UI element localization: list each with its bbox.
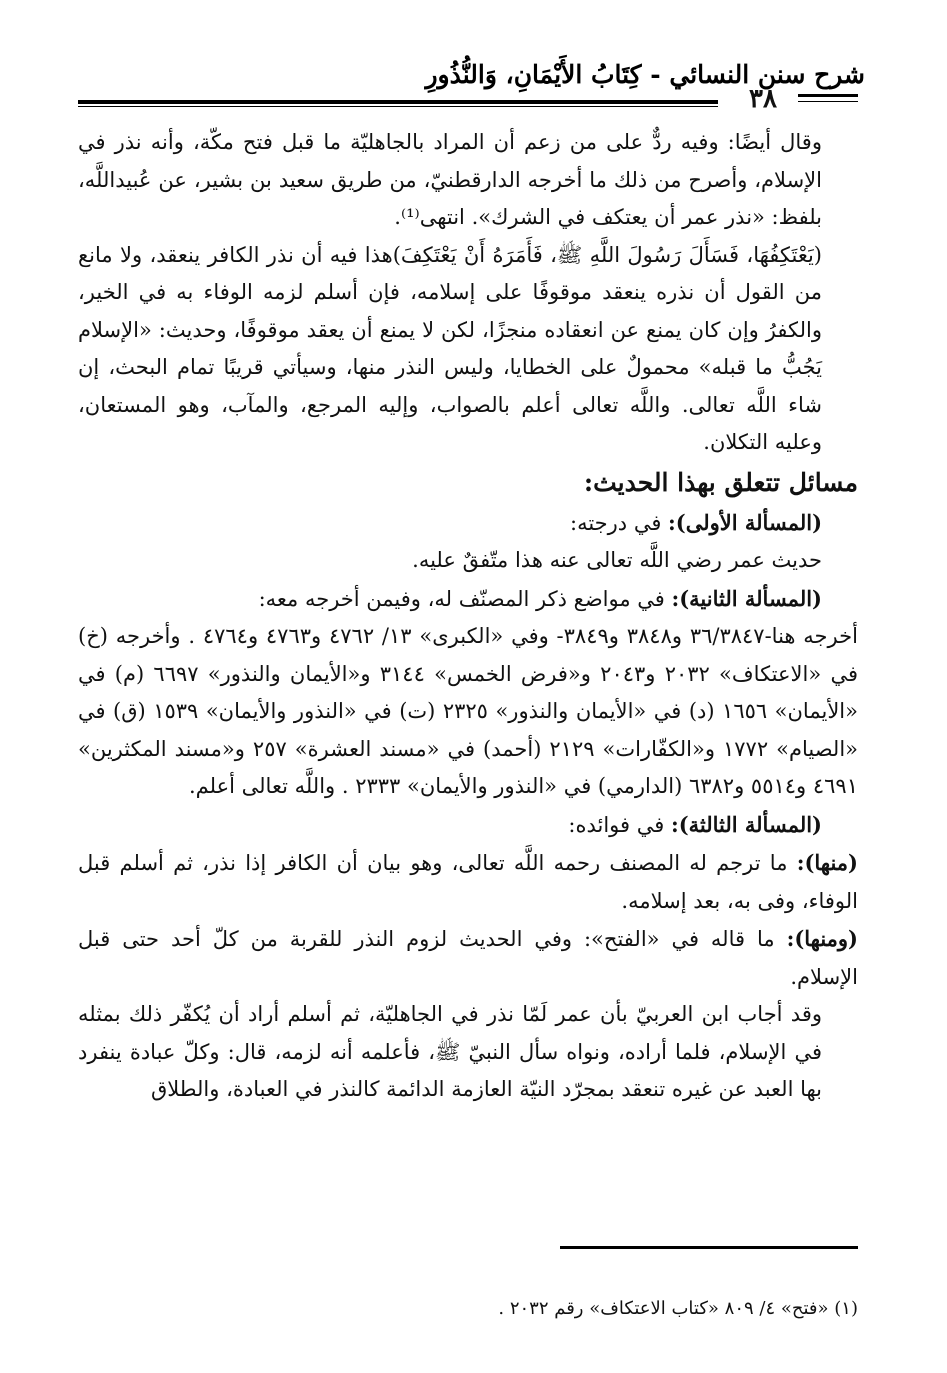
issue-heading: في مواضع ذكر المصنّف له، وفيمن أخرجه معه: <box>258 586 672 611</box>
section-heading: مسائل تتعلق بهذا الحديث: <box>583 467 858 497</box>
page-number: ٣٨ <box>749 84 777 114</box>
issue-label: (المسألة الأولى): <box>668 509 822 535</box>
benefit-text: ما ترجم له المصنف رحمه اللَّه تعالى، وهو بيان أن الكافر إذا نذر، ثم أسلم قبل الوفاء، وفى به، بعد إسلامه. <box>78 851 858 913</box>
benefit-label: (منها): <box>796 850 858 875</box>
header-rule <box>78 100 718 104</box>
issue-label: (المسألة الثالثة): <box>670 811 822 837</box>
issue-heading-line <box>78 504 858 543</box>
issue-text: حديث عمر رضي اللَّه تعالى عنه هذا متّفقٌ عليه. <box>412 548 822 572</box>
issue-heading-line <box>78 806 858 845</box>
issue-heading-line <box>78 580 858 619</box>
benefit-item <box>78 920 858 996</box>
closing-paragraph: وقد أجاب ابن العربيّ بأن عمر لَمّا نذر في الجاهليّة، ثم أسلم أراد أن يُكفّر ذلك بمثله في الإسلام، فلما أراده، ونواه سأل النبيّ ﷺ، فأعلمه أنه لزمه، قال: وكلّ عبادة ينفرد بها العبد عن غيره تنعقد بمجرّد النيّة العازمة الدائمة كالنذر في العبادة، والطلاق <box>78 1002 822 1101</box>
benefit-text: ما قاله في «الفتح»: وفي الحديث لزوم النذر للقربة من كلّ أحد حتى قبل الإسلام. <box>78 927 858 989</box>
page-number-rule-thin <box>798 101 858 102</box>
main-text <box>78 124 858 1109</box>
benefit-item <box>78 844 858 920</box>
header-rule-thin <box>78 106 718 107</box>
running-title: شرح سنن النسائي - كِتَابُ الأَيْمَانِ، وَالنُّذُورِ <box>425 60 865 89</box>
paragraph: وقال أيضًا: وفيه ردٌّ على من زعم أن المراد بالجاهليّة ما قبل فتح مكّة، وأنه نذر في الإسلام، وأصرح من ذلك ما أخرجه الدارقطنيّ، من طريق سعيد بن بشير، عن عُبيداللَّه، بلفظ: «نذر عمر أن يعتكف في الشرك». انتهى⁽¹⁾. <box>78 130 822 229</box>
page-number-rule <box>798 94 858 97</box>
benefit-label: (ومنها): <box>786 926 858 951</box>
footnote: (١) «فتح» ٤/ ٨٠٩ «كتاب الاعتكاف» رقم ٢٠٣٢ . <box>498 1298 858 1319</box>
paragraph: (يَعْتَكِفُهَا، فَسَأَلَ رَسُولَ اللَّهِ ﷺ، فَأَمَرَهُ أَنْ يَعْتَكِفَ)هذا فيه أن نذر الكافر ينعقد، ولا مانع من القول أن نذره ينعقد موقوفًا على إسلامه، فإن أسلم لزمه الوفاء به في الخير، والكفرُ وإن كان يمنع عن انعقاده منجزًا، لكن لا يمنع أن يعقد موقوفًا، وحديث: «الإسلام يَجُبُّ ما قبله» محمولٌ على الخطايا، وليس النذر منها، وسيأتي قريبًا تمام البحث، إن شاء اللَّه تعالى. واللَّه تعالى أعلم بالصواب، وإليه المرجع، والمآب، وهو المستعان، وعليه التكلان. <box>78 242 822 454</box>
issue-heading: في فوائده: <box>568 812 671 837</box>
footnote-rule <box>560 1246 858 1249</box>
issue-heading: في درجته: <box>570 510 669 535</box>
issue-text: أخرجه هنا-٣٦/٣٨٤٧ و٣٨٤٨ و٣٨٤٩- وفي «الكبرى» ١٣/ ٤٧٦٢ و٤٧٦٣ و٤٧٦٤ . وأخرجه (خ) في «الاعتكاف» ٢٠٣٢ و٢٠٤٣ و«فرض الخمس» ٣١٤٤ و«الأيمان والنذور» ٦٦٩٧ (م) في «الأيمان» ١٦٥٦ (د) في «الأيمان والنذور» ٢٣٢٥ (ت) في «النذور والأيمان» ١٥٣٩ (ق) في «الصيام» ١٧٧٢ و«الكفّارات» ٢١٢٩ (أحمد) في «مسند العشرة» ٢٥٧ و«مسند المكثرين» ٤٦٩١ و٥٥١٤ و٦٣٨٢ (الدارمي) في «النذور والأيمان» ٢٣٣٣ . واللَّه تعالى أعلم. <box>78 624 859 798</box>
issue-label: (المسألة الثانية): <box>671 585 822 611</box>
